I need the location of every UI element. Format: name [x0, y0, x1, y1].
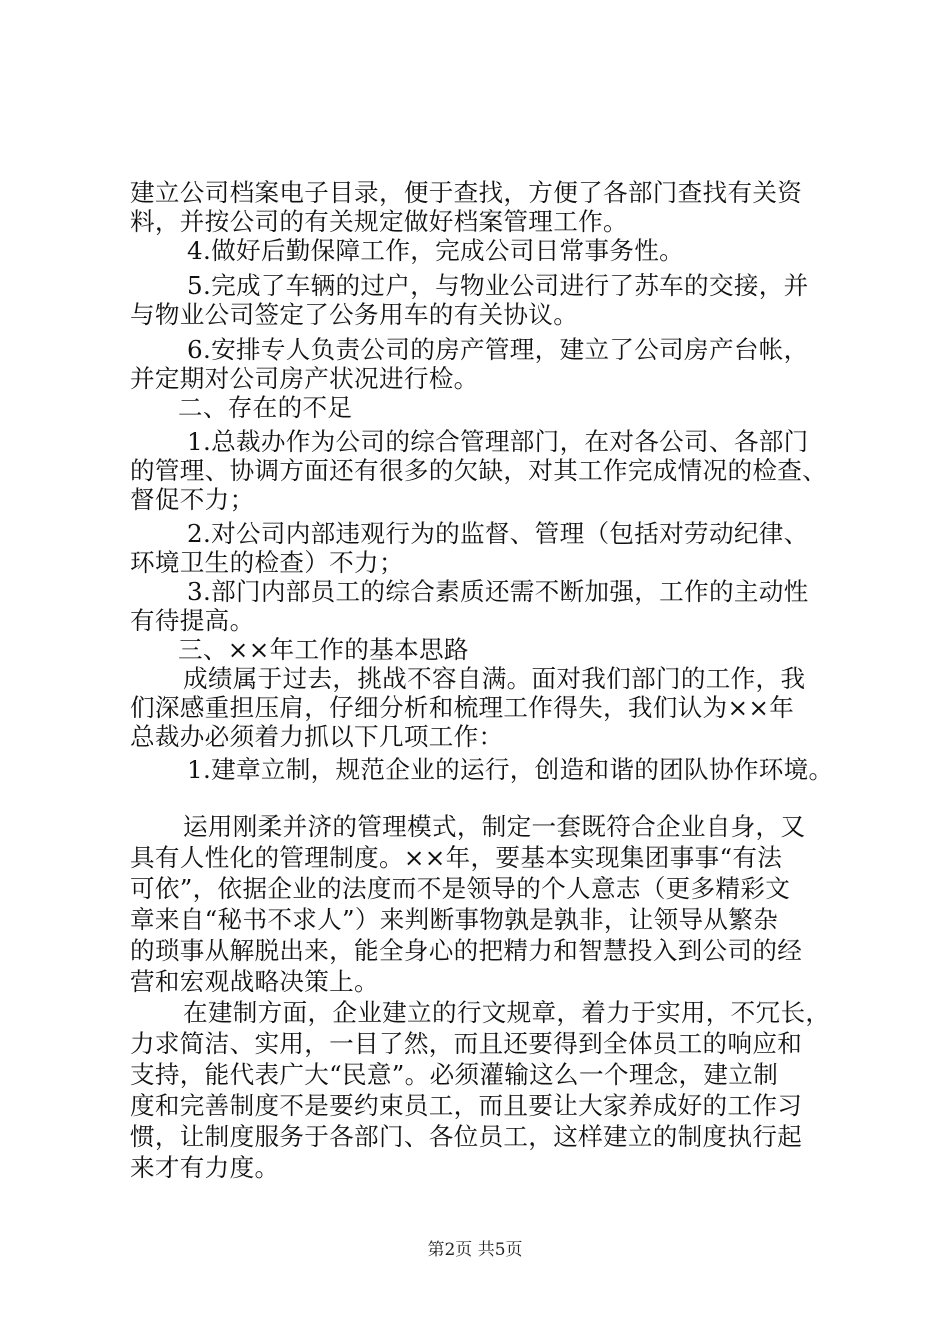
text-line: 2.对公司内部违观行为的监督、管理（包括对劳动纪律、 [187, 519, 809, 548]
text-line: 具有人性化的管理制度。××年，要基本实现集团事事“有法 [130, 843, 783, 872]
text-line: 在建制方面，企业建立的行文规章，着力于实用，不冗长， [183, 998, 831, 1027]
text-line: 1.总裁办作为公司的综合管理部门，在对各公司、各部门 [187, 427, 809, 456]
text-line: 与物业公司签定了公务用车的有关协议。 [130, 300, 579, 329]
text-line: 总裁办必须着力抓以下几项工作： [130, 722, 504, 751]
text-line: 运用刚柔并济的管理模式，制定一套既符合企业自身，又 [183, 812, 806, 841]
text-line: 力求简洁、实用，一目了然，而且还要得到全体员工的响应和 [130, 1029, 803, 1058]
text-line: 1.建章立制，规范企业的运行，创造和谐的团队协作环境。 [187, 755, 834, 784]
text-line: 督促不力； [130, 485, 255, 514]
text-line: 度和完善制度不是要约束员工，而且要让大家养成好的工作习 [130, 1091, 803, 1120]
text-line: 惯，让制度服务于各部门、各位员工，这样建立的制度执行起 [130, 1122, 803, 1151]
text-line: 环境卫生的检查）不力； [130, 548, 404, 577]
text-line: 有待提高。 [130, 606, 255, 635]
text-line: 料，并按公司的有关规定做好档案管理工作。 [130, 207, 628, 236]
page-number: 第2页 共5页 [427, 1240, 523, 1260]
text-line: 3.部门内部员工的综合素质还需不断加强，工作的主动性 [187, 577, 809, 606]
text-line: 章来自“秘书不求人”）来判断事物孰是孰非，让领导从繁杂 [130, 905, 779, 934]
text-line: 并定期对公司房产状况进行检。 [130, 364, 479, 393]
text-line: 们深感重担压肩，仔细分析和梳理工作得失，我们认为××年 [130, 693, 795, 722]
text-line: 5.完成了车辆的过户，与物业公司进行了苏车的交接，并 [187, 271, 809, 300]
text-line: 可依”，依据企业的法度而不是领导的个人意志（更多精彩文 [130, 874, 791, 903]
text-line: 的琐事从解脱出来，能全身心的把精力和智慧投入到公司的经 [130, 936, 803, 965]
text-line: 的管理、协调方面还有很多的欠缺，对其工作完成情况的检查、 [130, 456, 828, 485]
text-line: 成绩属于过去，挑战不容自满。面对我们部门的工作，我 [183, 664, 806, 693]
section-heading: 三、××年工作的基本思路 [178, 635, 469, 664]
section-heading: 二、存在的不足 [178, 393, 353, 422]
text-line: 6.安排专人负责公司的房产管理，建立了公司房产台帐， [187, 335, 809, 364]
text-line: 营和宏观战略决策上。 [130, 967, 379, 996]
text-line: 建立公司档案电子目录，便于查找，方便了各部门查找有关资 [130, 178, 803, 207]
text-line: 来才有力度。 [130, 1153, 280, 1182]
text-line: 4.做好后勤保障工作，完成公司日常事务性。 [187, 236, 685, 265]
text-line: 支持，能代表广大“民意”。必须灌输这么一个理念，建立制 [130, 1060, 779, 1089]
